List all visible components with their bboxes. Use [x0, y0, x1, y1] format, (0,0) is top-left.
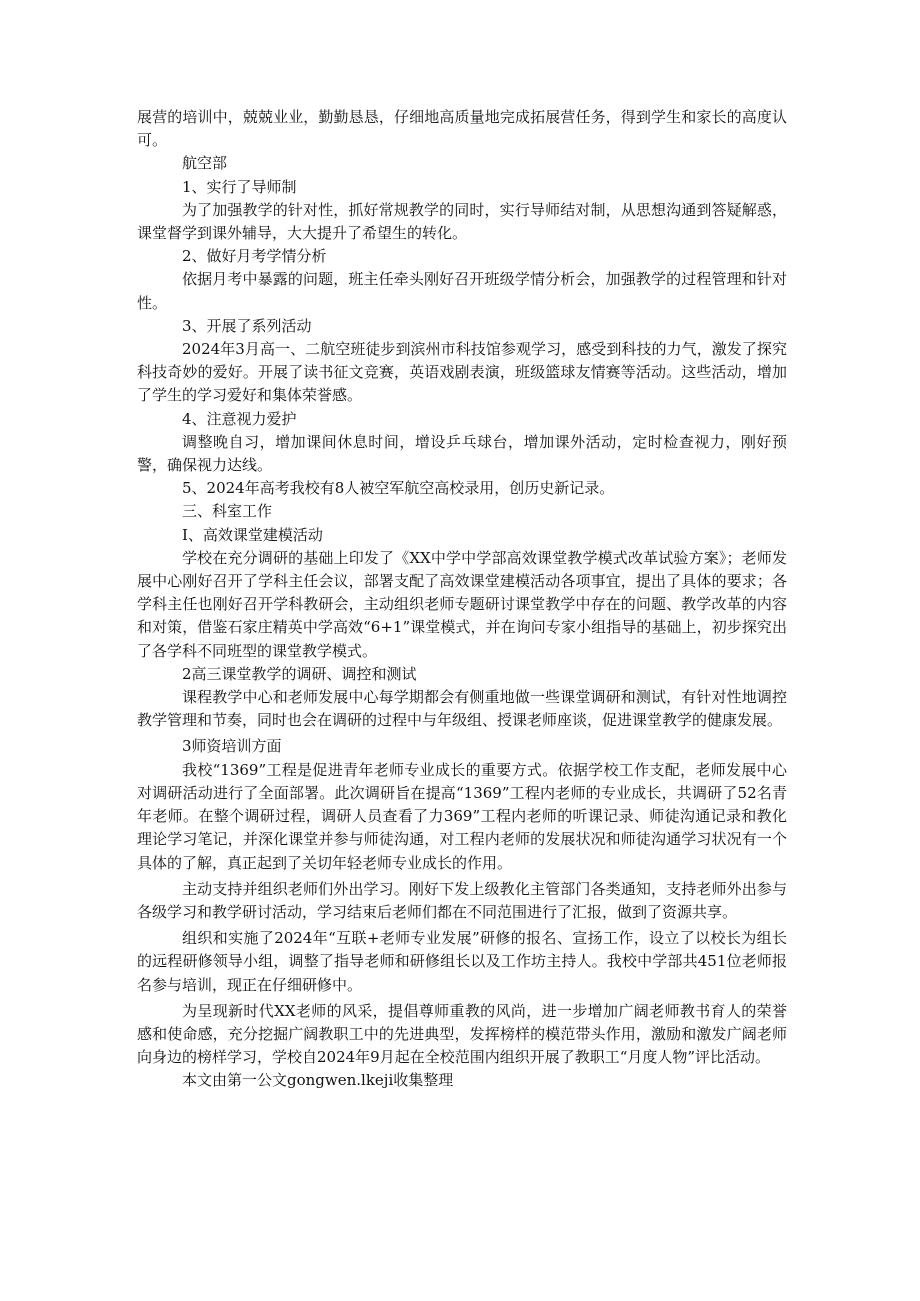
subsection-heading: 1、实行了导师制: [182, 177, 297, 196]
document-page: [137, 106, 787, 1093]
paragraph: 组织和实施了2024年“互联+老师专业发展”研修的报名、宣扬工作，设立了以校长为组长的远程研修领导小组，调整了指导老师和研修组长以及工作坊主持人。我校中学部共451位老师报名参与培训，现正在仔细研修中。: [137, 929, 787, 994]
paragraph: 为呈现新时代XX老师的风采，提倡尊师重教的风尚，进一步增加广阔老师教书育人的荣誉感和使命感，充分挖掘广阔教职工中的先进典型，发挥榜样的模范带头作用，激励和激发广阔老师向身边的榜样学习，学校自2024年9月起在全校范围内组织开展了教职工“月度人物”评比活动。: [137, 1001, 787, 1067]
paragraph: 为了加强教学的针对性，抓好常规教学的同时，实行导师结对制，从思想沟通到答疑解惑，课堂督学到课外辅导，大大提升了希望生的转化。: [137, 200, 787, 243]
section-heading: 三、科室工作: [182, 502, 273, 521]
subsection-heading: 2、做好月考学情分析: [182, 247, 327, 266]
source-note: 本文由第一公文gongwen.lkeji收集整理: [182, 1071, 454, 1090]
paragraph: 2024年3月高一、二航空班徒步到滨州市科技馆参观学习，感受到科技的力气，激发了探究科技奇妙的爱好。开展了读书征文竞赛，英语戏剧表演，班级篮球友情赛等活动。这些活动，增加了学生的学习爱好和集体荣誉感。: [137, 340, 787, 405]
section-heading: 航空部: [182, 154, 228, 173]
subsection-heading: 2高三课堂教学的调研、调控和测试: [182, 664, 417, 683]
subsection-heading: 4、注意视力爱护: [182, 409, 297, 428]
subsection-heading: 3师资培训方面: [182, 737, 282, 756]
paragraph: 学校在充分调研的基础上印发了《XX中学中学部高效课堂教学模式改革试验方案》；老师发展中心刚好召开了学科主任会议，部署支配了高效课堂建模活动各项事宜，提出了具体的要求；各学科主任也刚好召开学科教研会，主动组织老师专题研讨课堂教学中存在的问题、教学改革的内容和对策，借鉴石家庄精英中学高效“6+1”课堂模式，并在询问专家小组指导的基础上，初步探究出了各学科不同班型的课堂教学模式。: [137, 548, 787, 660]
paragraph: 调整晚自习，增加课间休息时间，增设乒乓球台，增加课外活动，定时检查视力，刚好预警，确保视力达线。: [137, 432, 787, 475]
paragraph: 展营的培训中，兢兢业业，勤勤恳恳，仔细地高质量地完成拓展营任务，得到学生和家长的高度认可。: [137, 108, 787, 150]
paragraph: 课程教学中心和老师发展中心每学期都会有侧重地做一些课堂调研和测试，有针对性地调控教学管理和节奏，同时也会在调研的过程中与年级组、授课老师座谈，促进课堂教学的健康发展。: [137, 688, 787, 730]
subsection-heading: 3、开展了系列活动: [182, 316, 312, 335]
paragraph: 我校“1369”工程是促进青年老师专业成长的重要方式。依据学校工作支配，老师发展中心对调研活动进行了全面部署。此次调研旨在提高“1369”工程内老师的专业成长，共调研了52名青年老师。在整个调研过程，调研人员查看了力369”工程内老师的听课记录、师徒沟通记录和教化理论学习笔记，并深化课堂并参与师徒沟通，对工程内老师的发展状况和师徒沟通学习状况有一个具体的了解，真正起到了关切年轻老师专业成长的作用。: [137, 760, 787, 872]
paragraph: 主动支持并组织老师们外出学习。刚好下发上级教化主管部门各类通知，支持老师外出参与各级学习和教学研讨活动，学习结束后老师们都在不同范围进行了汇报，做到了资源共享。: [137, 879, 787, 921]
paragraph: 5、2024年高考我校有8人被空军航空高校录用，创历史新记录。: [182, 479, 615, 498]
subsection-heading: I、高效课堂建模活动: [182, 525, 323, 544]
paragraph: 依据月考中暴露的问题，班主任牵头刚好召开班级学情分析会，加强教学的过程管理和针对性。: [137, 270, 787, 312]
